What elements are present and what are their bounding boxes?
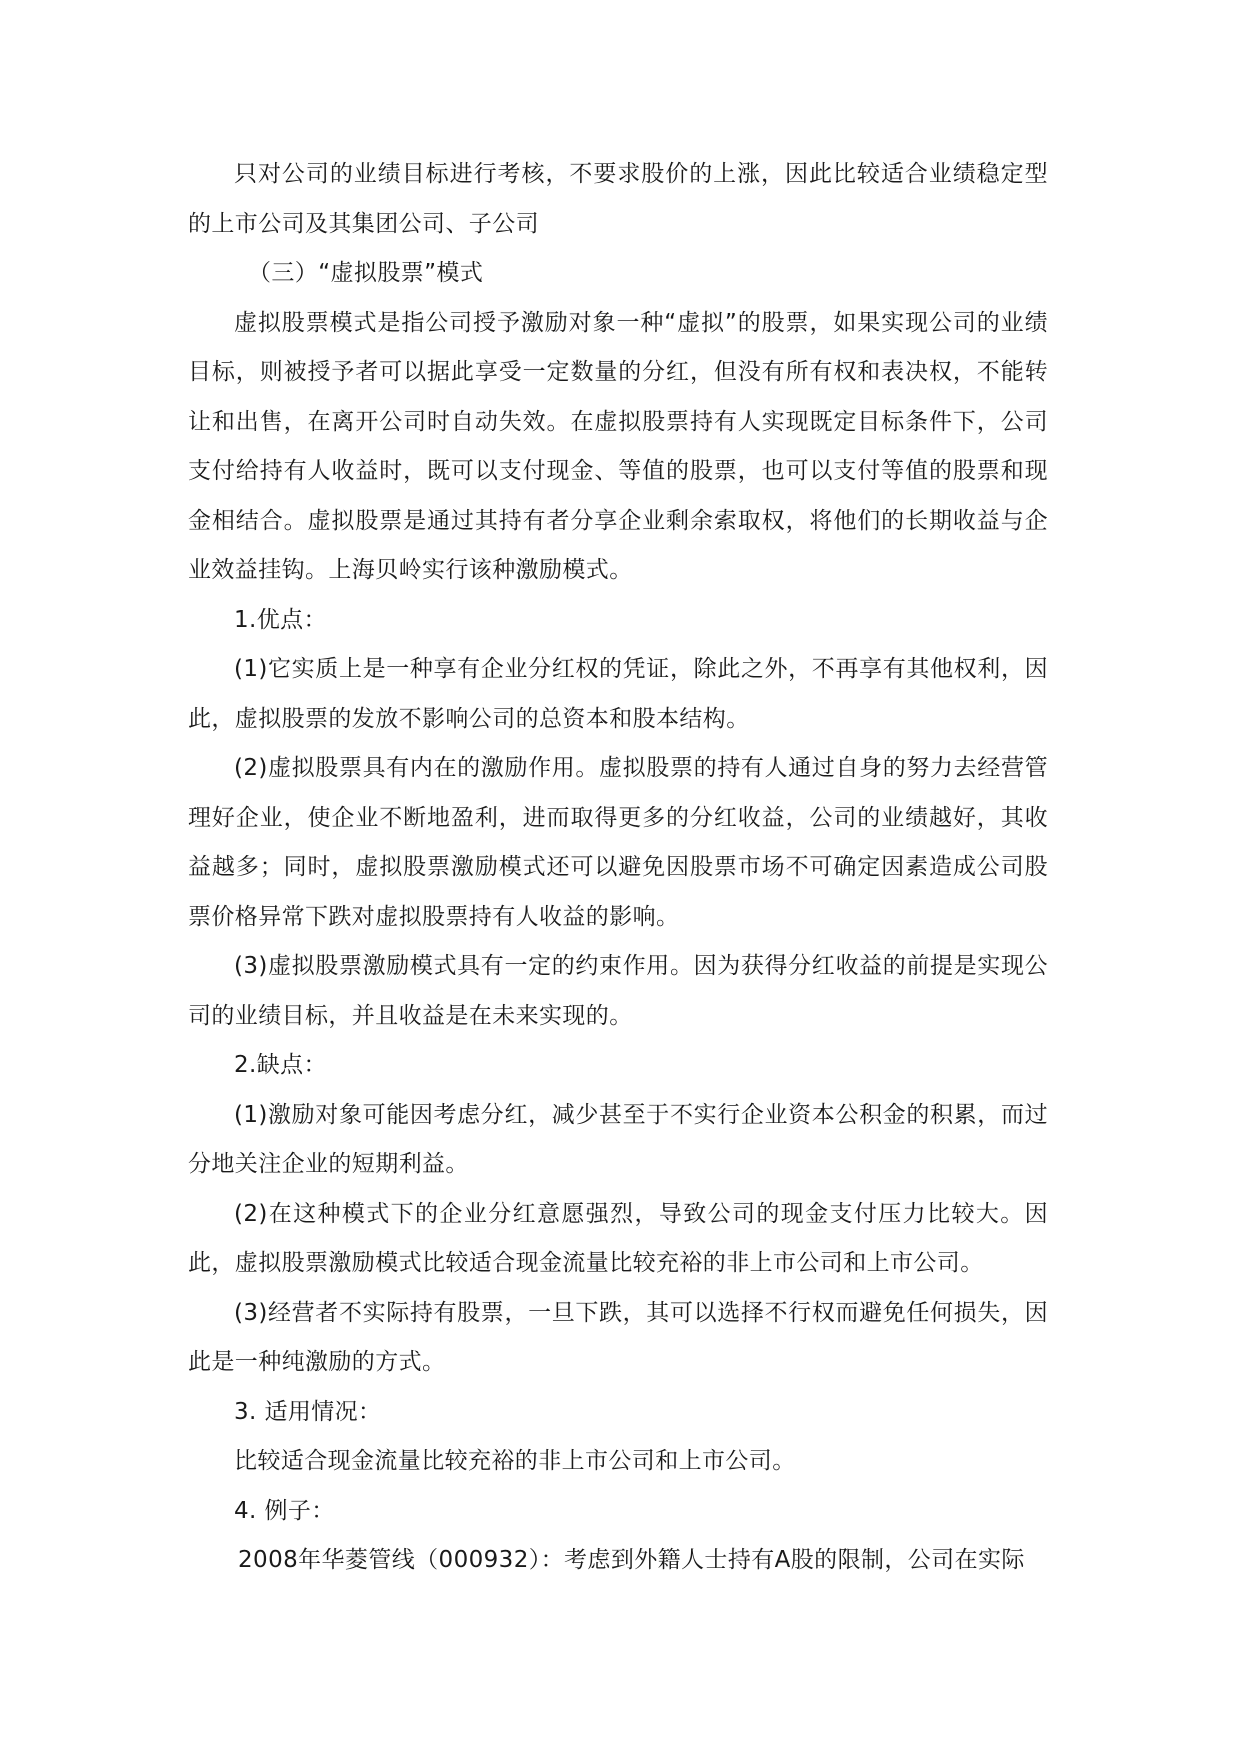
document-body	[188, 150, 1048, 1586]
disadvantage-item-3: (3)经营者不实际持有股票，一旦下跌，其可以选择不行权而避免任何损失，因此是一种纯激励的方式。	[188, 1299, 1048, 1375]
label-applicability: 3. 适用情况：	[234, 1398, 382, 1425]
paragraph-applicability: 比较适合现金流量比较充裕的非上市公司和上市公司。	[234, 1448, 796, 1474]
section-heading-virtual-stock: （三）“虚拟股票”模式	[248, 260, 484, 286]
label-advantages: 1.优点：	[234, 606, 327, 633]
paragraph-example: 2008年华菱管线（000932）：考虑到外籍人士持有A股的限制，公司在实际	[238, 1547, 1025, 1573]
advantage-item-3: (3)虚拟股票激励模式具有一定的约束作用。因为获得分红收益的前提是实现公司的业绩目标，并且收益是在未来实现的。	[188, 953, 1048, 1029]
paragraph-intro: 只对公司的业绩目标进行考核，不要求股价的上涨，因此比较适合业绩稳定型的上市公司及其集团公司、子公司	[188, 161, 1048, 237]
disadvantage-item-1: (1)激励对象可能因考虑分红，减少甚至于不实行企业资本公积金的积累，而过分地关注企业的短期利益。	[188, 1101, 1048, 1177]
disadvantage-item-2: (2)在这种模式下的企业分红意愿强烈，导致公司的现金支付压力比较大。因此，虚拟股票激励模式比较适合现金流量比较充裕的非上市公司和上市公司。	[188, 1200, 1048, 1276]
label-example: 4. 例子：	[234, 1497, 335, 1524]
advantage-item-1: (1)它实质上是一种享有企业分红权的凭证，除此之外，不再享有其他权利，因此，虚拟股票的发放不影响公司的总资本和股本结构。	[188, 656, 1048, 732]
label-disadvantages: 2.缺点：	[234, 1052, 327, 1078]
advantage-item-2: (2)虚拟股票具有内在的激励作用。虚拟股票的持有人通过自身的努力去经营管理好企业，使企业不断地盈利，进而取得更多的分红收益，公司的业绩越好，其收益越多；同时，虚拟股票激励模式还可以避免因股票市场不可确定因素造成公司股票价格异常下跌对虚拟股票持有人收益的影响。	[188, 755, 1048, 930]
paragraph-definition: 虚拟股票模式是指公司授予激励对象一种“虚拟”的股票，如果实现公司的业绩目标，则被授予者可以据此享受一定数量的分红，但没有所有权和表决权，不能转让和出售，在离开公司时自动失效。在虚拟股票持有人实现既定目标条件下，公司支付给持有人收益时，既可以支付现金、等值的股票，也可以支付等值的股票和现金相结合。虚拟股票是通过其持有者分享企业剩余索取权，将他们的长期收益与企业效益挂钩。上海贝岭实行该种激励模式。	[188, 309, 1048, 583]
